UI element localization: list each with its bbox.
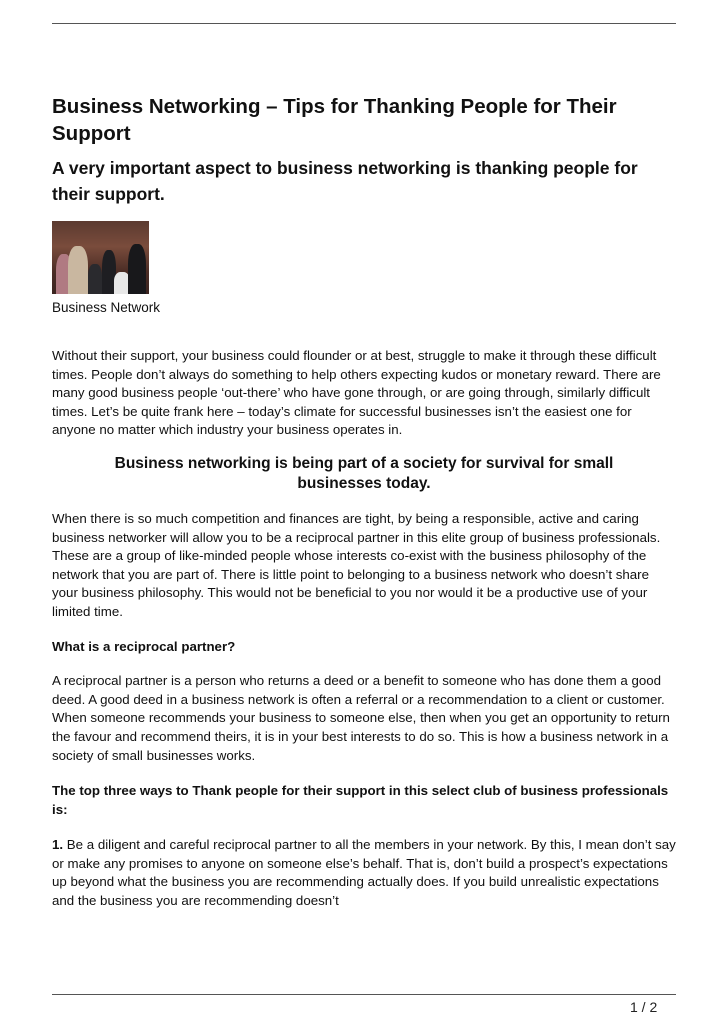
section-question: What is a reciprocal partner? bbox=[52, 638, 236, 654]
list-item-number: 1. bbox=[52, 837, 64, 853]
paragraph-3: A reciprocal partner is a person who returns a deed or a benefit to someone who has done them a good deed. A good deed in a business network is often a referral or a recommendation to a client or customer. When someone recommends your business to someone else, then when you get an opportunity to return the favour and recommend theirs, it is in your best interests to do so. This is how a business network in a society of small businesses works. bbox=[52, 673, 670, 763]
header-rule bbox=[52, 23, 676, 24]
footer-rule bbox=[52, 994, 676, 995]
paragraph-1: Without their support, your business could flounder or at best, struggle to make it through these difficult times. People don’t always do something to help others expecting kudos or monetary reward. There are many good business people ‘out-there’ who have gone through, or are going through, similarly difficult times. Let’s be quite frank here – today’s climate for successful businesses isn’t the easiest one for anyone no matter which industry your business operates in. bbox=[52, 348, 661, 438]
document-body bbox=[52, 93, 676, 911]
image-caption: Business Network bbox=[52, 300, 161, 315]
top-three-heading: The top three ways to Thank people for their support in this select club of business professionals is: bbox=[52, 783, 669, 817]
page-number: 1 / 2 bbox=[630, 999, 658, 1015]
business-network-photo bbox=[52, 221, 149, 294]
list-item-text: Be a diligent and careful reciprocal partner to all the members in your network. By this, I mean don’t say or make any promises to anyone on someone else’s behalf. That is, don’t build a prospect’s expectations up beyond what the business you are recommending actually does. If you build unrealistic expectations and the business you are recommending doesn’t bbox=[52, 837, 676, 909]
list-item-1 bbox=[52, 836, 676, 910]
page-subtitle: A very important aspect to business networking is thanking people for their support. bbox=[52, 158, 638, 204]
paragraph-2: When there is so much competition and finances are tight, by being a responsible, active and caring business networker will allow you to be a reciprocal partner in this elite group of business professionals. These are a group of like-minded people whose interests co-exist with the business philosophy of the network that you are part of. There is little point to belonging to a business network who doesn’t share your business philosophy. This would not be beneficial to you nor would it be a productive use of your limited time. bbox=[52, 510, 661, 619]
pull-quote: Business networking is being part of a society for survival for small businesses today. bbox=[114, 454, 614, 492]
page-title: Business Networking – Tips for Thanking People for Their Support bbox=[52, 95, 617, 145]
